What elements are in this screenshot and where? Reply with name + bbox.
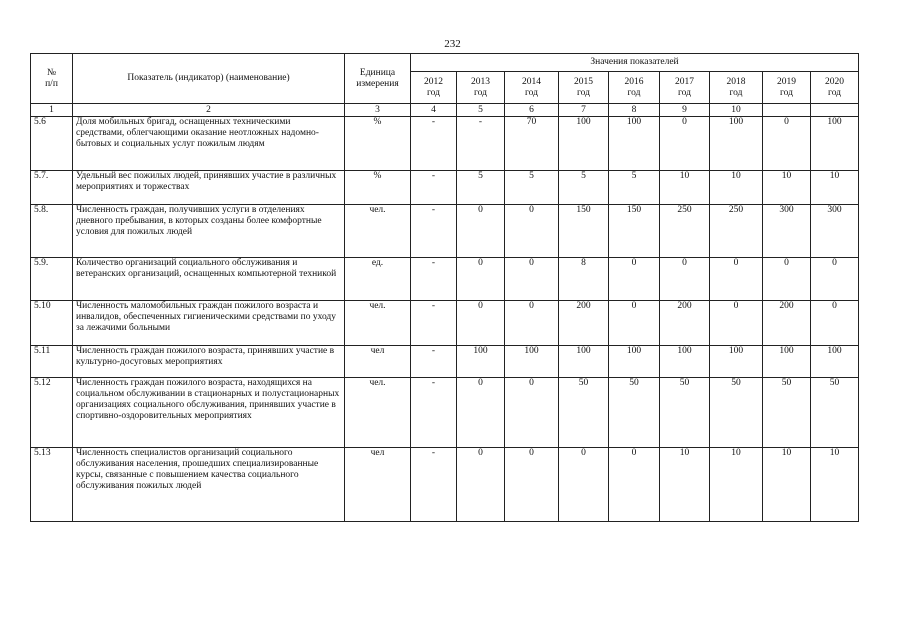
header-number: № п/п: [31, 54, 73, 104]
column-number: [763, 104, 811, 117]
value-cell: 0: [505, 301, 559, 346]
value-cell: 100: [811, 346, 859, 378]
unit-cell: чел: [345, 448, 411, 522]
value-cell: 100: [505, 346, 559, 378]
table-row: [31, 378, 859, 448]
value-cell: 0: [505, 205, 559, 258]
indicator-name: Удельный вес пожилых людей, принявших участие в различных мероприятиях и торжествах: [73, 171, 345, 205]
row-number: 5.13: [31, 448, 73, 522]
header-unit: Единица измерения: [345, 54, 411, 104]
value-cell: -: [411, 258, 457, 301]
row-number: 5.10: [31, 301, 73, 346]
unit-cell: %: [345, 117, 411, 171]
value-cell: 8: [559, 258, 609, 301]
value-cell: 50: [609, 378, 660, 448]
value-cell: 0: [763, 258, 811, 301]
value-cell: 50: [559, 378, 609, 448]
value-cell: 50: [811, 378, 859, 448]
value-cell: 100: [710, 117, 763, 171]
value-cell: 10: [811, 448, 859, 522]
value-cell: 0: [710, 301, 763, 346]
table-row: [31, 301, 859, 346]
table-body: [31, 104, 859, 522]
indicator-name: Численность граждан пожилого возраста, находящихся на социальном обслуживании в стационарных и полустационарных организациях социального обслуживания, принявших участие в спортивно-оздоровительных мероприятиях: [73, 378, 345, 448]
header-year: 2018 год: [710, 72, 763, 104]
column-number: 10: [710, 104, 763, 117]
header-year: 2017 год: [660, 72, 710, 104]
value-cell: -: [411, 117, 457, 171]
value-cell: 0: [457, 205, 505, 258]
value-cell: -: [411, 448, 457, 522]
header-year: 2020 год: [811, 72, 859, 104]
value-cell: 100: [457, 346, 505, 378]
unit-cell: чел.: [345, 378, 411, 448]
table-header: [31, 54, 859, 104]
column-number: 2: [73, 104, 345, 117]
indicator-name: Количество организаций социального обслуживания и ветеранских организаций, оснащенных компьютерной техникой: [73, 258, 345, 301]
column-numbering-row: [31, 104, 859, 117]
value-cell: 300: [811, 205, 859, 258]
value-cell: 200: [660, 301, 710, 346]
table-row: [31, 171, 859, 205]
unit-cell: чел.: [345, 205, 411, 258]
column-number: 5: [457, 104, 505, 117]
value-cell: 100: [660, 346, 710, 378]
value-cell: 100: [763, 346, 811, 378]
value-cell: 0: [559, 448, 609, 522]
value-cell: 100: [559, 346, 609, 378]
value-cell: 0: [457, 258, 505, 301]
column-number: 3: [345, 104, 411, 117]
value-cell: -: [411, 171, 457, 205]
value-cell: 0: [710, 258, 763, 301]
value-cell: 100: [559, 117, 609, 171]
value-cell: 0: [457, 378, 505, 448]
value-cell: 0: [763, 117, 811, 171]
header-year: 2019 год: [763, 72, 811, 104]
row-number: 5.8.: [31, 205, 73, 258]
value-cell: 200: [559, 301, 609, 346]
unit-cell: чел: [345, 346, 411, 378]
table-row: [31, 346, 859, 378]
column-number: 8: [609, 104, 660, 117]
value-cell: 200: [763, 301, 811, 346]
value-cell: 0: [660, 117, 710, 171]
value-cell: 5: [559, 171, 609, 205]
value-cell: -: [411, 301, 457, 346]
column-number: 6: [505, 104, 559, 117]
unit-cell: ед.: [345, 258, 411, 301]
value-cell: -: [411, 205, 457, 258]
column-number: 9: [660, 104, 710, 117]
header-year: 2015 год: [559, 72, 609, 104]
table-row: [31, 205, 859, 258]
header-year: 2013 год: [457, 72, 505, 104]
value-cell: 150: [609, 205, 660, 258]
value-cell: 100: [710, 346, 763, 378]
row-number: 5.6: [31, 117, 73, 171]
table-row: [31, 117, 859, 171]
indicator-name: Доля мобильных бригад, оснащенных техническими средствами, облегчающими оказание неотложных надомно-бытовых и социальных услуг пожилым людям: [73, 117, 345, 171]
value-cell: 5: [457, 171, 505, 205]
value-cell: 0: [811, 258, 859, 301]
unit-cell: чел.: [345, 301, 411, 346]
value-cell: 10: [710, 171, 763, 205]
value-cell: 0: [505, 258, 559, 301]
header-year: 2014 год: [505, 72, 559, 104]
value-cell: 0: [457, 301, 505, 346]
value-cell: 10: [660, 171, 710, 205]
value-cell: 0: [505, 448, 559, 522]
value-cell: 10: [763, 448, 811, 522]
value-cell: 0: [609, 448, 660, 522]
indicator-name: Численность граждан, получивших услуги в отделениях дневного пребывания, в которых созданы более комфортные условия для пожилых людей: [73, 205, 345, 258]
row-number: 5.12: [31, 378, 73, 448]
value-cell: 0: [457, 448, 505, 522]
table-row: [31, 258, 859, 301]
value-cell: 50: [763, 378, 811, 448]
value-cell: 100: [609, 117, 660, 171]
column-number: 1: [31, 104, 73, 117]
unit-cell: %: [345, 171, 411, 205]
value-cell: 5: [505, 171, 559, 205]
value-cell: -: [411, 378, 457, 448]
value-cell: 250: [660, 205, 710, 258]
indicator-name: Численность специалистов организаций социального обслуживания населения, прошедших специализированные курсы, связанные с повышением качества социального обслуживания пожилых людей: [73, 448, 345, 522]
table-row: [31, 448, 859, 522]
value-cell: 0: [505, 378, 559, 448]
value-cell: 70: [505, 117, 559, 171]
indicators-table: [30, 53, 859, 522]
value-cell: 10: [763, 171, 811, 205]
value-cell: 100: [811, 117, 859, 171]
value-cell: 10: [710, 448, 763, 522]
value-cell: 10: [811, 171, 859, 205]
value-cell: 300: [763, 205, 811, 258]
indicator-name: Численность граждан пожилого возраста, принявших участие в культурно-досуговых мероприятиях: [73, 346, 345, 378]
row-number: 5.11: [31, 346, 73, 378]
row-number: 5.7.: [31, 171, 73, 205]
page-number: 232: [444, 38, 461, 50]
column-number: 7: [559, 104, 609, 117]
value-cell: -: [411, 346, 457, 378]
value-cell: -: [457, 117, 505, 171]
header-year: 2012 год: [411, 72, 457, 104]
value-cell: 100: [609, 346, 660, 378]
value-cell: 0: [811, 301, 859, 346]
value-cell: 0: [609, 301, 660, 346]
column-number: [811, 104, 859, 117]
value-cell: 10: [660, 448, 710, 522]
header-year: 2016 год: [609, 72, 660, 104]
indicator-name: Численность маломобильных граждан пожилого возраста и инвалидов, обеспеченных гигиеническими средствами по уходу за лежачими больными: [73, 301, 345, 346]
value-cell: 250: [710, 205, 763, 258]
row-number: 5.9.: [31, 258, 73, 301]
header-values: Значения показателей: [411, 54, 859, 72]
header-indicator: Показатель (индикатор) (наименование): [73, 54, 345, 104]
value-cell: 0: [609, 258, 660, 301]
column-number: 4: [411, 104, 457, 117]
value-cell: 50: [710, 378, 763, 448]
value-cell: 5: [609, 171, 660, 205]
value-cell: 150: [559, 205, 609, 258]
value-cell: 0: [660, 258, 710, 301]
value-cell: 50: [660, 378, 710, 448]
